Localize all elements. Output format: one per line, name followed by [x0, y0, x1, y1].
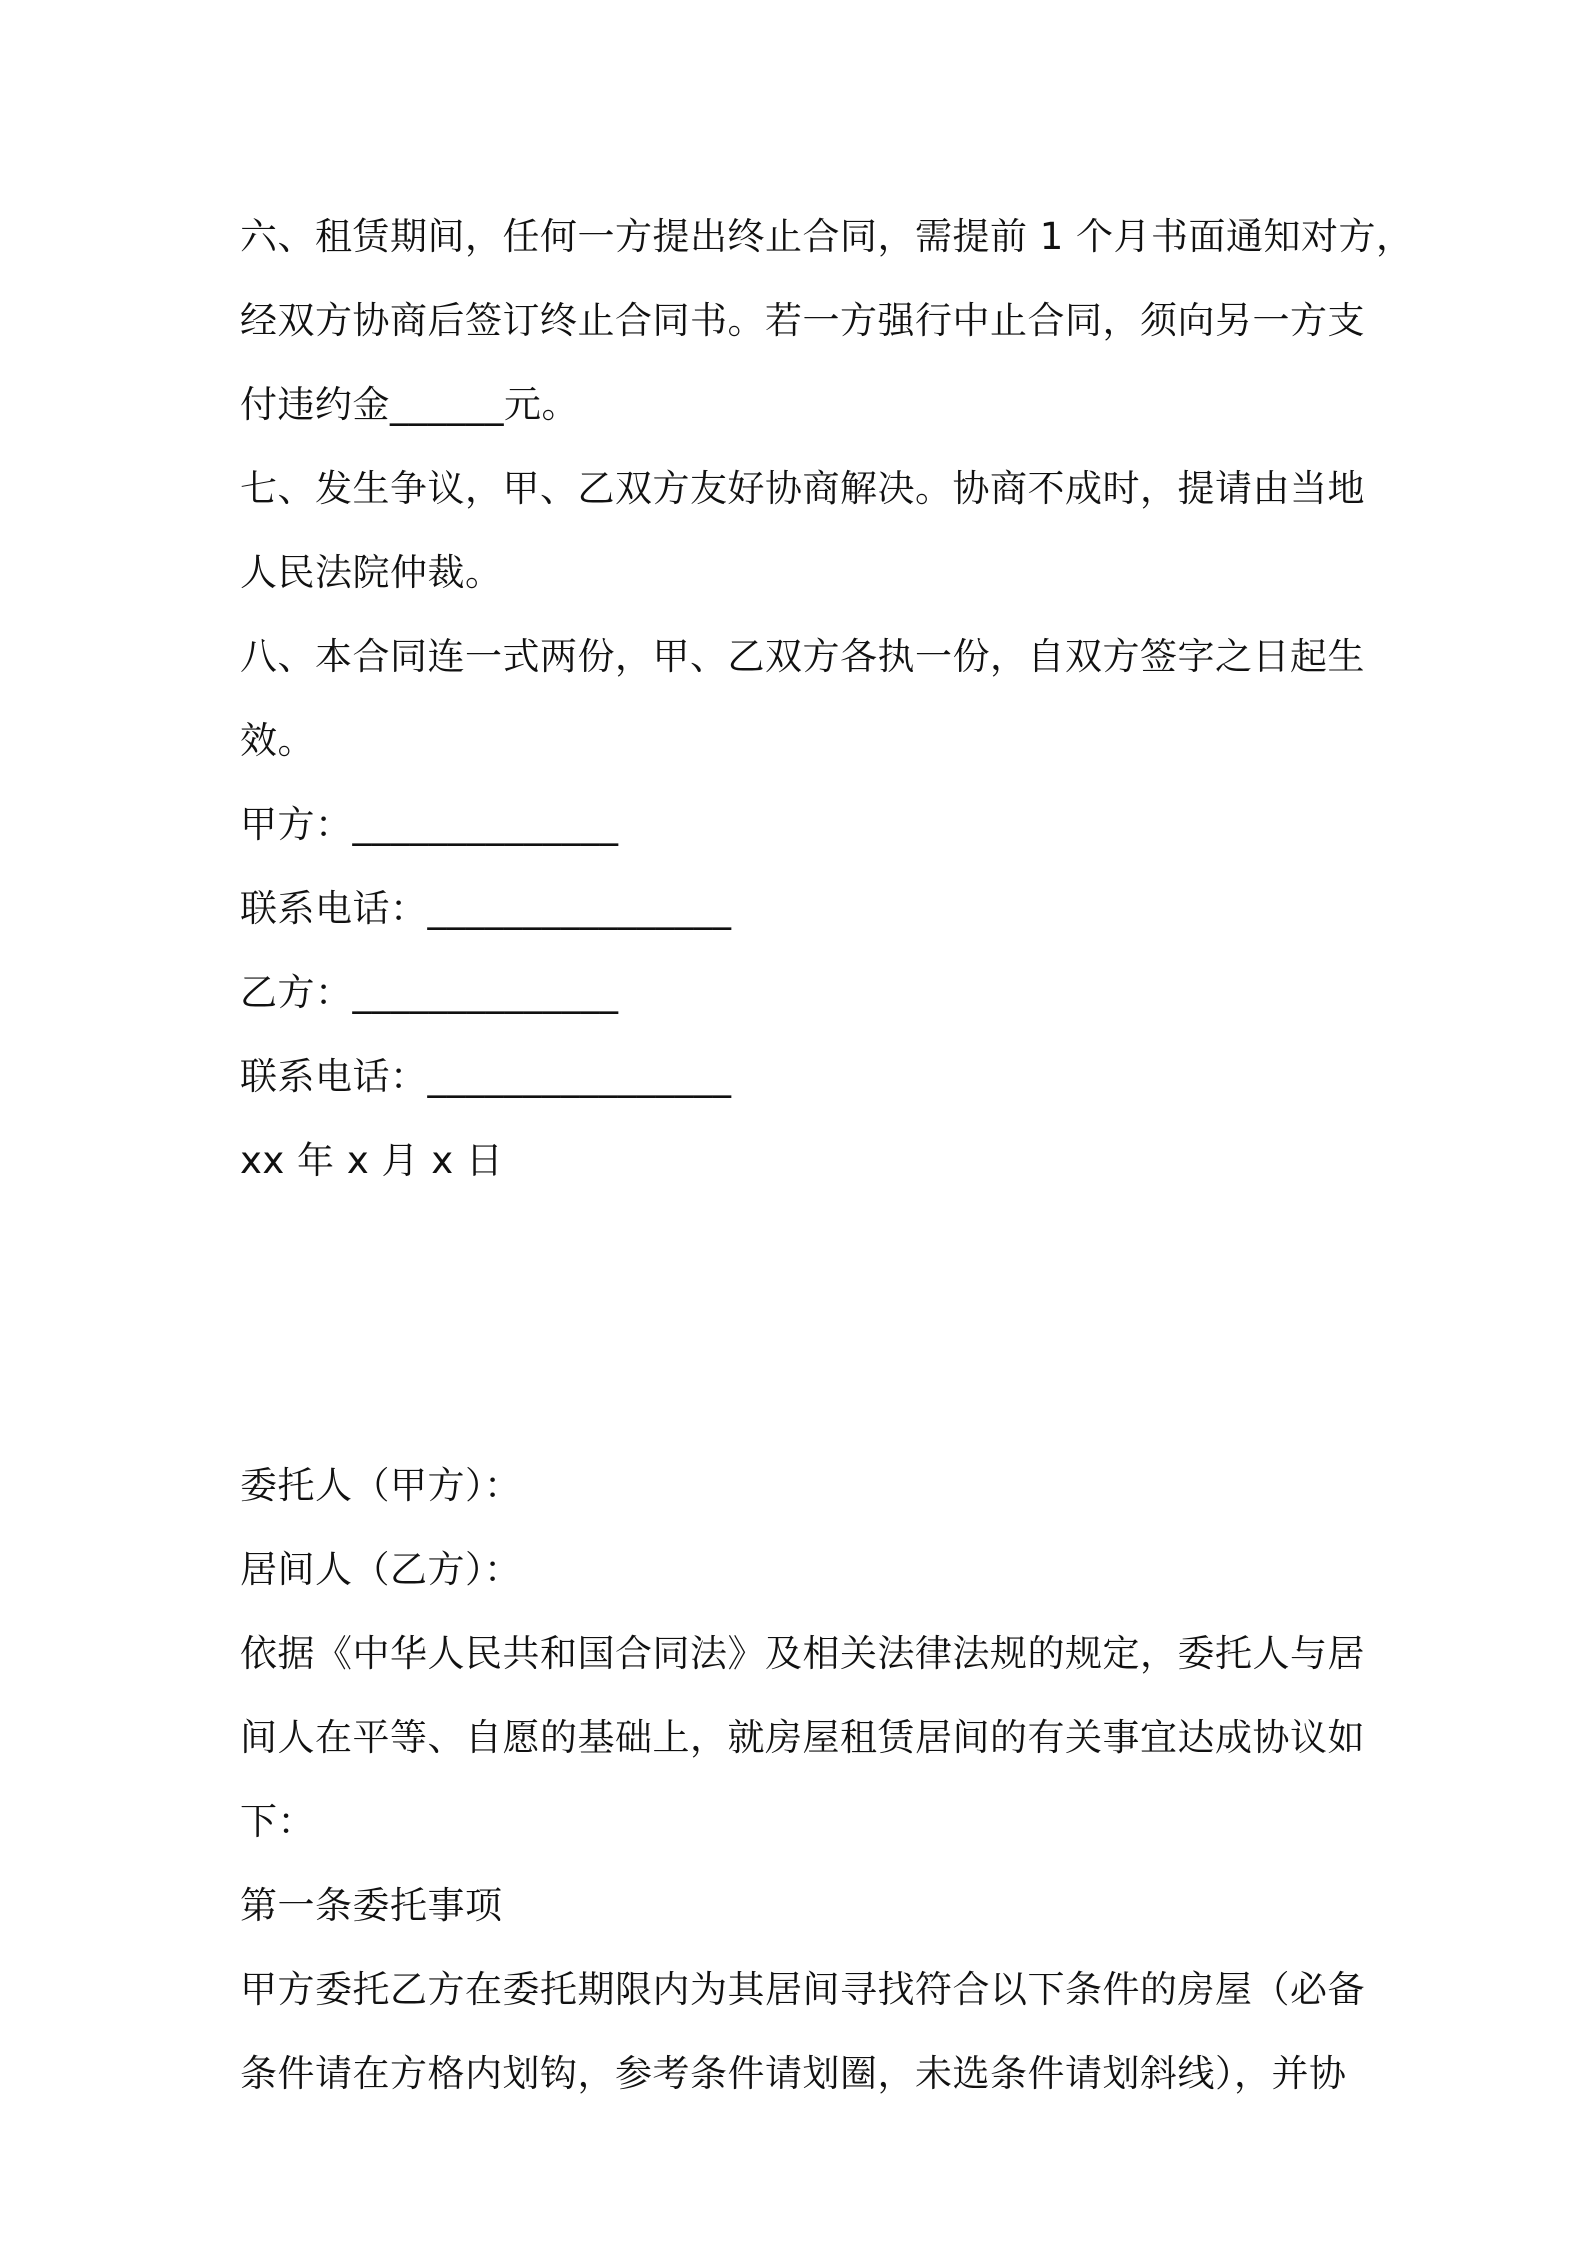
clause-7-line-1: 七、发生争议，甲、乙双方友好协商解决。协商不成时，提请由当地: [240, 467, 1365, 510]
article-1-heading: 第一条委托事项: [240, 1884, 503, 1927]
clause-6-line-2: 经双方协商后签订终止合同书。若一方强行中止合同，须向另一方支: [240, 299, 1365, 342]
brokerage-agreement-section: [240, 1444, 1365, 2116]
date-line: xx 年 x 月 x 日: [240, 1139, 504, 1182]
party-a-phone-line: 联系电话：________________: [240, 887, 732, 930]
principal-line: 委托人（甲方）：: [240, 1464, 522, 1507]
section-spacer: [240, 1203, 1360, 1444]
contract-terms-section: [240, 195, 1414, 1203]
clause-8-line-2: 效。: [240, 719, 315, 762]
article-1-line-1: 甲方委托乙方在委托期限内为其居间寻找符合以下条件的房屋（必备: [240, 1968, 1365, 2011]
article-1-line-2: 条件请在方格内划钩，参考条件请划圈，未选条件请划斜线），并协: [240, 2052, 1347, 2095]
document-page: [240, 195, 1414, 2116]
preamble-line-1: 依据《中华人民共和国合同法》及相关法律法规的规定，委托人与居: [240, 1632, 1365, 1675]
clause-7-line-2: 人民法院仲裁。: [240, 551, 503, 594]
broker-line: 居间人（乙方）：: [240, 1548, 522, 1591]
preamble-line-3: 下：: [240, 1800, 315, 1843]
clause-6-line-3: 付违约金______元。: [240, 383, 579, 426]
party-a-signature-line: 甲方：______________: [240, 803, 619, 846]
party-b-phone-line: 联系电话：________________: [240, 1055, 732, 1098]
clause-6-line-1: 六、租赁期间，任何一方提出终止合同，需提前 1 个月书面通知对方，: [240, 215, 1414, 258]
clause-8-line-1: 八、本合同连一式两份，甲、乙双方各执一份，自双方签字之日起生: [240, 635, 1365, 678]
party-b-signature-line: 乙方：______________: [240, 971, 619, 1014]
preamble-line-2: 间人在平等、自愿的基础上，就房屋租赁居间的有关事宜达成协议如: [240, 1716, 1365, 1759]
